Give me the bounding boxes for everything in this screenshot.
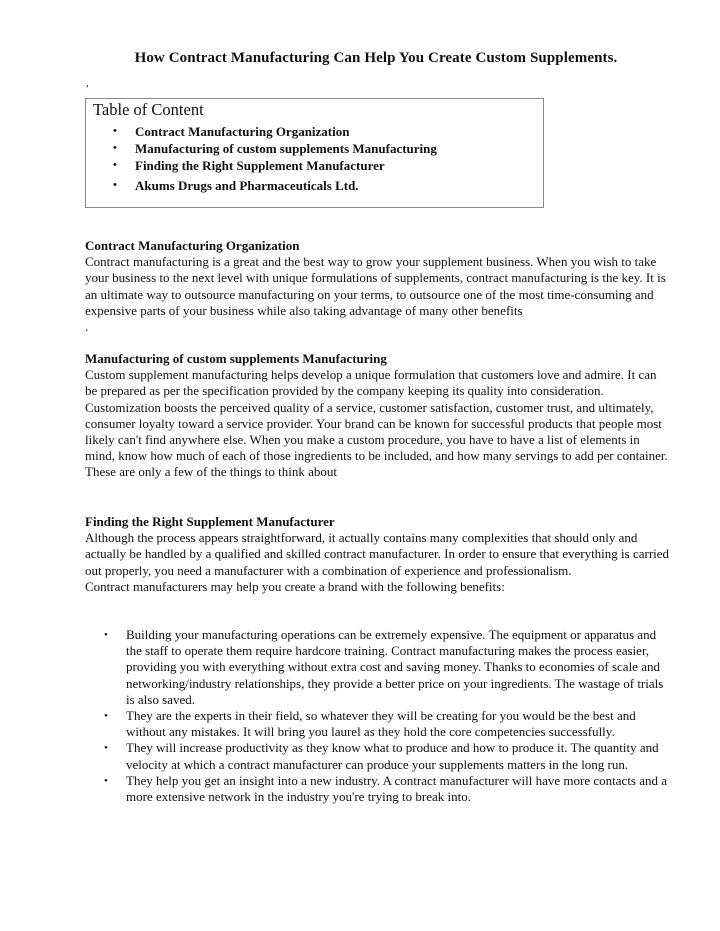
toc-item[interactable] (113, 123, 437, 140)
section-custom-supplements (85, 351, 670, 481)
toc-item-label: Manufacturing of custom supplements Manufacturing (135, 141, 437, 156)
toc-item[interactable] (113, 177, 437, 194)
toc-item-label: Contract Manufacturing Organization (135, 124, 350, 139)
section-finding-manufacturer (85, 514, 670, 595)
bullet-icon: • (104, 629, 108, 641)
toc-item-label: Akums Drugs and Pharmaceuticals Ltd. (135, 178, 359, 193)
benefit-item (85, 773, 670, 805)
bullet-icon: • (104, 742, 108, 755)
section-body: Custom supplement manufacturing helps develop a unique formulation that customers love and admire. It can be prepared as per the specification provided by the company keeping its quality into consideration. Customization boosts the perceived quality of a service, customer satisfaction, customer trust, and ultimately, consumer loyalty toward a service provider. Your brand can be known for successful products that people most likely can't find anywhere else. When you make a custom procedure, you have to have a list of elements in mind, know how much of each of those ingredients to be included, and how many servings to add per container. These are only a few of the things to think about (85, 367, 668, 480)
toc-list (113, 123, 437, 194)
document-title: How Contract Manufacturing Can Help You Create Custom Supplements. (134, 50, 618, 66)
benefit-text: They will increase productivity as they know what to produce and how to produce it. The quantity and velocity at which a contract manufacturer can produce your supplements matters in the long run. (126, 740, 659, 772)
bullet-icon: • (104, 710, 108, 723)
bullet-icon: • (104, 774, 108, 787)
benefit-item (85, 627, 670, 708)
section-contract-manufacturing (85, 238, 670, 335)
section-body: Although the process appears straightforward, it actually contains many complexities that should only and actually be handled by a qualified and skilled contract manufacturer. In order to ensure that everything is carried out properly, you need a manufacturer with a combination of experience and professionalism. (85, 530, 670, 578)
section-heading: Finding the Right Supplement Manufacturer (85, 514, 335, 529)
bullet-icon: • (113, 125, 117, 137)
benefit-item (85, 708, 670, 740)
section-heading: Contract Manufacturing Organization (85, 238, 300, 253)
section-body: Contract manufacturing is a great and the best way to grow your supplement business. When you wish to take your business to the next level with unique formulations of supplements, contract manufacturing is the key. It is an ultimate way to outsource manufacturing on your terms, to outsource one of the most time-consuming and expensive parts of your business while also taking advantage of many other benefits (85, 254, 666, 318)
benefit-item (85, 740, 670, 772)
table-of-contents (85, 98, 544, 208)
benefit-text: Building your manufacturing operations can be extremely expensive. The equipment or apparatus and the staff to operate them require hardcore training. Contract manufacturing makes the process easier, providing you with everything without extra cost and saving money. Thanks to economies of scale and networking/industry relationships, they provide a better price on your ingredients. The wastage of trials is also saved. (126, 627, 664, 707)
benefit-text: They help you get an insight into a new industry. A contract manufacturer will have more contacts and a more extensive network in the industry you're trying to break into. (126, 772, 668, 805)
bullet-icon: • (113, 159, 117, 171)
toc-item[interactable] (113, 140, 437, 157)
benefits-list (85, 627, 670, 805)
section-intro: Contract manufacturers may help you create a brand with the following benefits: (85, 578, 505, 594)
toc-heading: Table of Content (93, 100, 204, 119)
bullet-icon: • (113, 142, 117, 154)
section-heading: Manufacturing of custom supplements Manufacturing (85, 351, 387, 366)
benefit-text: They are the experts in their field, so whatever they will be creating for you would be the best and without any mistakes. It will bring you laurel as they hold the core competencies successfully. (126, 708, 636, 740)
bullet-icon: • (113, 179, 117, 191)
trailing-mark: . (85, 319, 89, 335)
toc-item-label: Finding the Right Supplement Manufacturer (135, 158, 385, 173)
toc-item[interactable] (113, 157, 437, 174)
stray-mark: , (86, 77, 89, 89)
